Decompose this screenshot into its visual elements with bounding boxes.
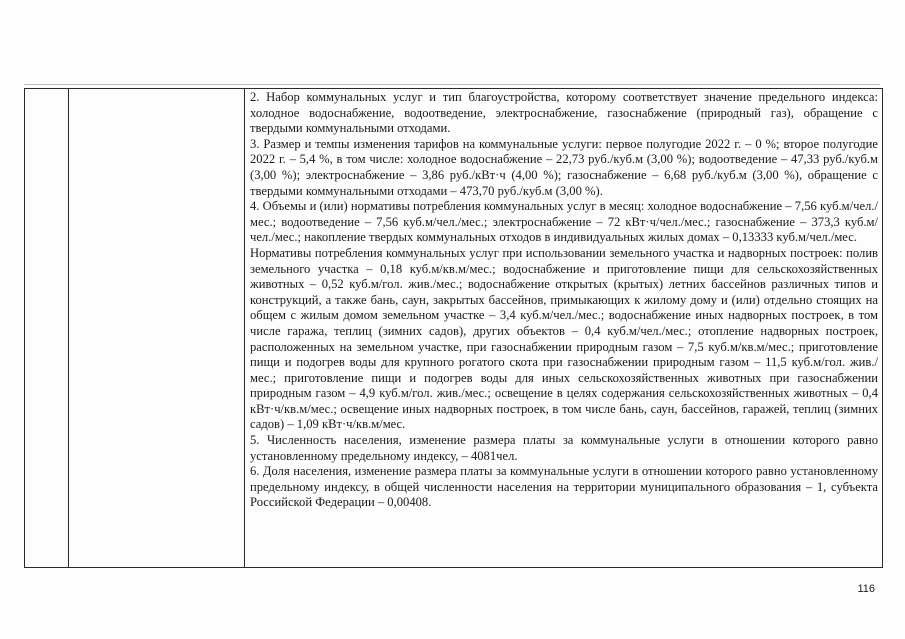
table-cell-content — [245, 89, 883, 568]
paragraph-tariffs: 3. Размер и темпы изменения тарифов на коммунальные услуги: первое полугодие 2022 г. – 0 %; второе полугодие 2022 г. – 5,4 %, в том числе: холодное водоснабжение – 22,73 руб./куб.м (3,00 %); водоотведение – 47,33 руб./куб.м (3,00 %); электроснабжение – 3,86 руб./кВт·ч (4,00 %); газоснабжение – 6,68 руб./куб.м (3,00 %), обращение с твердыми коммунальными отходами – 473,70 руб./куб.м (3,00 %). — [250, 136, 878, 198]
paragraph-land-norms: Нормативы потребления коммунальных услуг при использовании земельного участка и надворных построек: полив земельного участка – 0,18 куб.м/кв.м/мес.; водоснабжение и приготовление пищи для сельскохозяйственных животных – 0,52 куб.м/гол. жив./мес.; водоснабжение открытых (крытых) летних бассейнов различных типов и конструкций, а также бань, саун, закрытых бассейнов, примыкающих к жилому дому и (или) отдельно стоящих на общем с жилым домом земельном участке – 3,4 куб.м/чел./мес.; водоснабжение иных надворных построек, в том числе гаража, теплиц (зимних садов), других объектов – 0,4 куб.м/чел./мес.; отопление надворных построек, расположенных на земельном участке, при газоснабжении природным газом – 7,5 куб.м/кв.м/мес.; приготовление пищи и подогрев воды для крупного рогатого скота при газоснабжении природным газом – 11,5 куб.м/гол. жив./мес.; приготовление пищи и подогрев воды для иных сельскохозяйственных животных при газоснабжении природным газом – 4,9 куб.м/гол. жив./мес.; освещение в целях содержания сельскохозяйственных животных – 0,4 кВт·ч/кв.м/мес.; освещение иных надворных построек, в том числе бань, саун, бассейнов, гаражей, теплиц (зимних садов) – 1,09 кВт·ч/кв.м/мес. — [250, 245, 878, 432]
paragraph-population: 5. Численность населения, изменение размера платы за коммунальные услуги в отношении которого равно установленному предельному индексу, – 4081чел. — [250, 433, 878, 463]
content-text — [245, 89, 882, 513]
paragraph-volumes: 4. Объемы и (или) нормативы потребления коммунальных услуг в месяц: холодное водоснабжение – 7,56 куб.м/чел./мес.; водоотведение – 7,56 куб.м/чел./мес.; электроснабжение – 72 кВт·ч/чел./мес.; газоснабжение – 373,3 куб.м/чел./мес.; накопление твердых коммунальных отходов в индивидуальных жилых домах – 0,13333 куб.м/чел./мес. — [250, 199, 878, 245]
document-table — [24, 88, 883, 568]
table-row — [25, 89, 883, 568]
page-number: 116 — [857, 583, 875, 595]
table-cell-name — [69, 89, 245, 568]
paragraph-service-set: 2. Набор коммунальных услуг и тип благоустройства, которому соответствует значение предельного индекса: холодное водоснабжение, водоотведение, электроснабжение, газоснабжение (природный газ), обращение с твердыми коммунальными отходами. — [250, 90, 878, 136]
table-cell-number — [25, 89, 69, 568]
paragraph-population-share: 6. Доля населения, изменение размера платы за коммунальные услуги в отношении которого равно установленному предельному индексу, в общей численности населения на территории муниципального образования – 1, субъекта Российской Федерации – 0,00408. — [250, 464, 878, 510]
top-rule — [24, 84, 880, 85]
